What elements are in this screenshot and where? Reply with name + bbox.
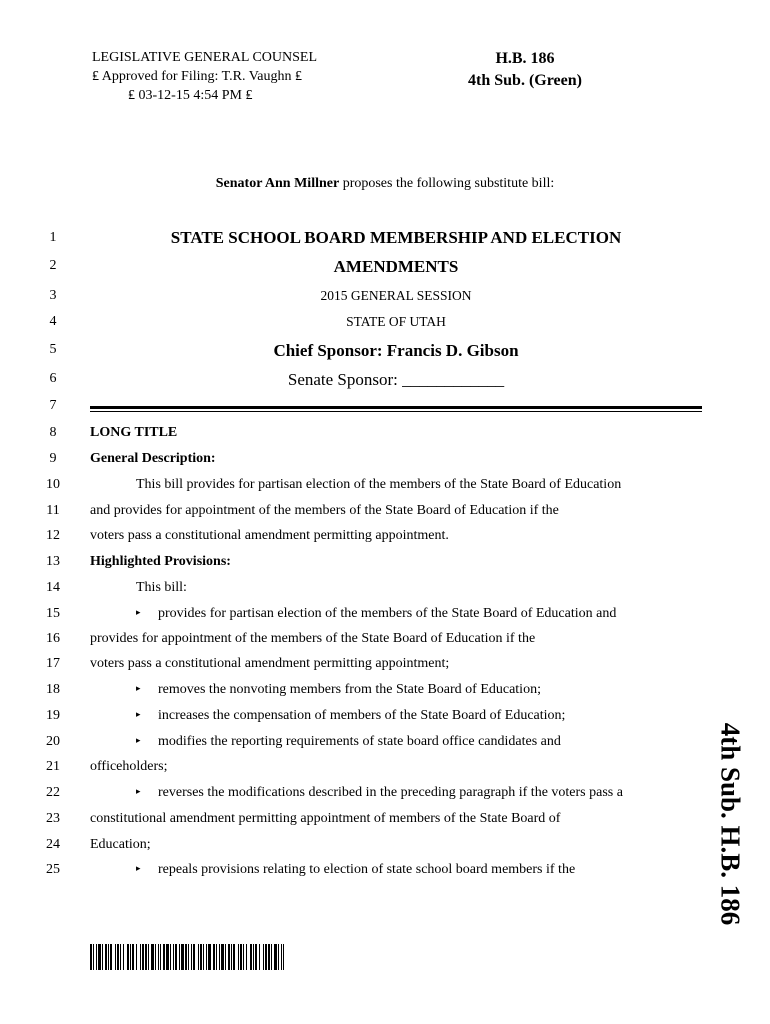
provision-item [136, 862, 575, 878]
line-number: 16 [46, 631, 60, 646]
bullet-icon: ▸ [136, 863, 141, 873]
approval-line: ₤ Approved for Filing: T.R. Vaughn ₤ [92, 69, 302, 84]
general-description-heading: General Description: [90, 451, 216, 466]
substitute-label: 4th Sub. (Green) [468, 72, 582, 89]
line-number: 3 [49, 288, 57, 303]
provision-item [136, 785, 623, 801]
body-line: Education; [90, 837, 151, 852]
provision-text: removes the nonvoting members from the State Board of Education; [158, 682, 541, 697]
line-number: 14 [46, 580, 60, 595]
chief-sponsor: Chief Sponsor: Francis D. Gibson [273, 341, 519, 360]
line-number: 13 [46, 554, 60, 569]
line-number: 8 [49, 425, 57, 440]
provision-item [136, 606, 616, 622]
session-label: 2015 GENERAL SESSION [320, 288, 472, 303]
bill-number: H.B. 186 [495, 50, 555, 67]
proposer-name: Senator Ann Millner [215, 176, 340, 191]
line-number: 2 [49, 258, 57, 273]
provision-text: increases the compensation of members of the State Board of Education; [158, 708, 566, 723]
bullet-icon: ▸ [136, 735, 141, 745]
line-number: 4 [49, 314, 57, 329]
line-number: 7 [49, 398, 57, 413]
provision-text: reverses the modifications described in the preceding paragraph if the voters pass a [158, 785, 623, 800]
bullet-icon: ▸ [136, 786, 141, 796]
title-divider-thin [90, 411, 702, 412]
line-number: 11 [46, 503, 60, 518]
bill-title-line1: STATE SCHOOL BOARD MEMBERSHIP AND ELECTION [170, 228, 622, 247]
line-number: 18 [46, 682, 60, 697]
line-number: 22 [46, 785, 60, 800]
bullet-icon: ▸ [136, 683, 141, 693]
provision-item [136, 682, 541, 698]
line-number: 6 [49, 371, 57, 386]
title-divider-thick [90, 406, 702, 409]
proposer-line [0, 176, 770, 192]
provision-text: modifies the reporting requirements of state board office candidates and [158, 734, 561, 749]
provision-item [136, 734, 561, 750]
line-number: 20 [46, 734, 60, 749]
line-number: 10 [46, 477, 60, 492]
highlighted-provisions-heading: Highlighted Provisions: [90, 554, 231, 569]
side-bill-label [700, 718, 760, 930]
counsel-label: LEGISLATIVE GENERAL COUNSEL [92, 50, 318, 65]
line-number: 25 [46, 862, 60, 877]
line-number: 23 [46, 811, 60, 826]
body-line: voters pass a constitutional amendment permitting appointment; [90, 656, 450, 671]
line-number: 5 [49, 342, 57, 357]
body-line: This bill: [136, 580, 187, 595]
line-number: 12 [46, 528, 60, 543]
bill-id-block [440, 48, 610, 92]
body-line: This bill provides for partisan election of the members of the State Board of Education [136, 477, 622, 492]
line-number: 17 [46, 656, 60, 671]
body-line: officeholders; [90, 759, 168, 774]
line-number: 1 [49, 230, 57, 245]
body-line: provides for appointment of the members of the State Board of Education if the [90, 631, 536, 646]
provision-text: provides for partisan election of the members of the State Board of Education and [158, 606, 617, 621]
legislative-header [92, 48, 352, 105]
line-number: 21 [46, 759, 60, 774]
approval-datetime: ₤ 03-12-15 4:54 PM ₤ [128, 88, 253, 103]
provision-text: repeals provisions relating to election of state school board members if the [158, 862, 576, 877]
state-label: STATE OF UTAH [346, 314, 446, 329]
line-number: 19 [46, 708, 60, 723]
body-line: voters pass a constitutional amendment permitting appointment. [90, 528, 449, 543]
bullet-icon: ▸ [136, 607, 141, 617]
proposer-text: proposes the following substitute bill: [339, 176, 555, 191]
bill-title-line2: AMENDMENTS [333, 257, 459, 276]
body-line: and provides for appointment of the members of the State Board of Education if the [90, 503, 559, 518]
line-number: 24 [46, 837, 60, 852]
bullet-icon: ▸ [136, 709, 141, 719]
long-title-heading: LONG TITLE [90, 425, 178, 440]
barcode-icon [90, 944, 284, 970]
provision-item [136, 708, 565, 724]
line-number: 9 [49, 451, 57, 466]
line-number: 15 [46, 606, 60, 621]
side-bill-label-text: 4th Sub. H.B. 186 [715, 722, 746, 926]
senate-sponsor: Senate Sponsor: ____________ [287, 370, 505, 389]
body-line: constitutional amendment permitting appointment of members of the State Board of [90, 811, 561, 826]
